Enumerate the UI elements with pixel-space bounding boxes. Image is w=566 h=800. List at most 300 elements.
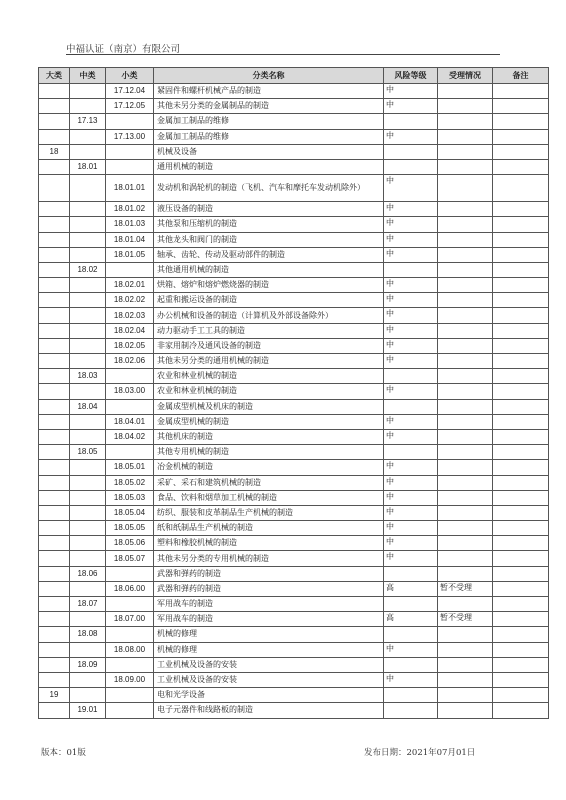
- cell-risk-level: 中: [384, 521, 438, 536]
- cell-category-name: 其他机床的制造: [154, 429, 384, 444]
- cell-major-code: [39, 445, 70, 460]
- cell-minor-code: [106, 159, 154, 174]
- cell-note: [493, 232, 549, 247]
- table-row: [39, 354, 549, 369]
- footer-version: 版本：01版: [41, 748, 86, 758]
- table-row: [39, 612, 549, 627]
- col-header-name: 分类名称: [154, 68, 384, 84]
- table-row: [39, 703, 549, 718]
- cell-note: [493, 551, 549, 566]
- table-row: [39, 369, 549, 384]
- cell-risk-level: 中: [384, 429, 438, 444]
- cell-note: [493, 308, 549, 323]
- cell-category-name: 采矿、采石和建筑机械的制造: [154, 475, 384, 490]
- table-row: [39, 262, 549, 277]
- cell-acceptance: 暂不受理: [438, 612, 493, 627]
- cell-minor-code: 17.12.05: [106, 99, 154, 114]
- cell-risk-level: 中: [384, 99, 438, 114]
- cell-minor-code: 18.05.04: [106, 505, 154, 520]
- table-row: [39, 414, 549, 429]
- cell-category-name: 食品、饮料和烟草加工机械的制造: [154, 490, 384, 505]
- cell-category-name: 武器和弹药的制造: [154, 566, 384, 581]
- cell-major-code: [39, 581, 70, 596]
- cell-category-name: 塑料和橡胶机械的制造: [154, 536, 384, 551]
- cell-minor-code: 17.13.00: [106, 129, 154, 144]
- cell-acceptance: [438, 460, 493, 475]
- cell-note: [493, 672, 549, 687]
- cell-minor-code: 18.02.04: [106, 323, 154, 338]
- cell-acceptance: [438, 551, 493, 566]
- cell-major-code: [39, 293, 70, 308]
- cell-acceptance: [438, 445, 493, 460]
- cell-note: [493, 688, 549, 703]
- cell-mid-code: [70, 247, 106, 262]
- cell-acceptance: [438, 202, 493, 217]
- col-header-minor: 小类: [106, 68, 154, 84]
- cell-category-name: 农业和林业机械的制造: [154, 369, 384, 384]
- cell-major-code: [39, 672, 70, 687]
- classification-table: [38, 67, 549, 719]
- cell-mid-code: [70, 84, 106, 99]
- cell-category-name: 发动机和涡轮机的制造（飞机、汽车和摩托车发动机除外）: [154, 175, 384, 202]
- cell-risk-level: 中: [384, 354, 438, 369]
- cell-note: [493, 536, 549, 551]
- cell-risk-level: 中: [384, 247, 438, 262]
- cell-note: [493, 642, 549, 657]
- cell-category-name: 其他专用机械的制造: [154, 445, 384, 460]
- cell-risk-level: 中: [384, 129, 438, 144]
- cell-category-name: 金属加工制品的维修: [154, 114, 384, 129]
- cell-risk-level: 高: [384, 612, 438, 627]
- cell-minor-code: 18.04.02: [106, 429, 154, 444]
- cell-risk-level: [384, 262, 438, 277]
- cell-minor-code: [106, 566, 154, 581]
- cell-note: [493, 114, 549, 129]
- cell-acceptance: [438, 490, 493, 505]
- cell-risk-level: [384, 114, 438, 129]
- cell-note: [493, 399, 549, 414]
- table-row: [39, 217, 549, 232]
- cell-minor-code: [106, 597, 154, 612]
- cell-category-name: 机械的修理: [154, 642, 384, 657]
- cell-category-name: 工业机械及设备的安装: [154, 672, 384, 687]
- cell-acceptance: [438, 369, 493, 384]
- cell-mid-code: [70, 323, 106, 338]
- table-row: [39, 323, 549, 338]
- cell-acceptance: [438, 521, 493, 536]
- table-row: [39, 159, 549, 174]
- cell-minor-code: [106, 399, 154, 414]
- cell-mid-code: [70, 642, 106, 657]
- table-row: [39, 490, 549, 505]
- header-divider: [66, 54, 500, 55]
- cell-risk-level: 中: [384, 338, 438, 353]
- table-row: [39, 129, 549, 144]
- cell-major-code: [39, 536, 70, 551]
- cell-minor-code: 18.01.04: [106, 232, 154, 247]
- cell-minor-code: [106, 627, 154, 642]
- cell-acceptance: [438, 99, 493, 114]
- cell-note: [493, 262, 549, 277]
- cell-risk-level: [384, 399, 438, 414]
- cell-risk-level: 中: [384, 175, 438, 202]
- cell-minor-code: [106, 369, 154, 384]
- table-row: [39, 84, 549, 99]
- cell-major-code: 19: [39, 688, 70, 703]
- cell-mid-code: [70, 475, 106, 490]
- cell-minor-code: 18.01.05: [106, 247, 154, 262]
- cell-major-code: [39, 217, 70, 232]
- cell-minor-code: 18.08.00: [106, 642, 154, 657]
- cell-risk-level: 中: [384, 672, 438, 687]
- cell-major-code: [39, 384, 70, 399]
- cell-acceptance: [438, 657, 493, 672]
- cell-major-code: [39, 84, 70, 99]
- cell-minor-code: 18.01.01: [106, 175, 154, 202]
- cell-acceptance: [438, 247, 493, 262]
- cell-mid-code: [70, 536, 106, 551]
- cell-note: [493, 414, 549, 429]
- col-header-mid: 中类: [70, 68, 106, 84]
- table-row: [39, 475, 549, 490]
- cell-minor-code: [106, 144, 154, 159]
- cell-mid-code: [70, 551, 106, 566]
- table-row: [39, 672, 549, 687]
- cell-major-code: [39, 566, 70, 581]
- footer-date: 发布日期：2021年07月01日: [364, 748, 476, 758]
- cell-risk-level: 中: [384, 217, 438, 232]
- cell-category-name: 紧固件和螺杆机械产品的制造: [154, 84, 384, 99]
- cell-note: [493, 293, 549, 308]
- cell-major-code: [39, 521, 70, 536]
- cell-minor-code: 18.07.00: [106, 612, 154, 627]
- cell-major-code: [39, 232, 70, 247]
- cell-mid-code: [70, 672, 106, 687]
- cell-risk-level: [384, 627, 438, 642]
- cell-acceptance: [438, 536, 493, 551]
- cell-risk-level: 中: [384, 551, 438, 566]
- cell-risk-level: [384, 369, 438, 384]
- cell-minor-code: 17.12.04: [106, 84, 154, 99]
- cell-mid-code: 18.09: [70, 657, 106, 672]
- cell-risk-level: 中: [384, 460, 438, 475]
- cell-category-name: 机械的修理: [154, 627, 384, 642]
- table-row: [39, 445, 549, 460]
- cell-note: [493, 657, 549, 672]
- cell-minor-code: [106, 445, 154, 460]
- cell-note: [493, 490, 549, 505]
- cell-category-name: 动力驱动手工工具的制造: [154, 323, 384, 338]
- cell-acceptance: [438, 262, 493, 277]
- cell-mid-code: [70, 354, 106, 369]
- cell-acceptance: [438, 338, 493, 353]
- cell-minor-code: [106, 688, 154, 703]
- cell-mid-code: 18.05: [70, 445, 106, 460]
- table-row: [39, 536, 549, 551]
- cell-category-name: 纺织、服装和皮革制品生产机械的制造: [154, 505, 384, 520]
- cell-risk-level: [384, 159, 438, 174]
- cell-risk-level: [384, 597, 438, 612]
- cell-note: [493, 247, 549, 262]
- cell-mid-code: [70, 414, 106, 429]
- cell-note: [493, 429, 549, 444]
- cell-category-name: 其他通用机械的制造: [154, 262, 384, 277]
- cell-major-code: [39, 308, 70, 323]
- cell-minor-code: 18.02.05: [106, 338, 154, 353]
- cell-mid-code: [70, 505, 106, 520]
- table-row: [39, 581, 549, 596]
- cell-acceptance: 暂不受理: [438, 581, 493, 596]
- table-row: [39, 99, 549, 114]
- table-header-row: [39, 68, 549, 84]
- cell-mid-code: [70, 688, 106, 703]
- table-row: [39, 278, 549, 293]
- cell-major-code: [39, 175, 70, 202]
- cell-note: [493, 445, 549, 460]
- cell-acceptance: [438, 597, 493, 612]
- table-row: [39, 657, 549, 672]
- cell-minor-code: 18.05.03: [106, 490, 154, 505]
- cell-major-code: [39, 159, 70, 174]
- table-row: [39, 551, 549, 566]
- cell-note: [493, 597, 549, 612]
- cell-risk-level: [384, 445, 438, 460]
- table-row: [39, 460, 549, 475]
- cell-minor-code: 18.04.01: [106, 414, 154, 429]
- cell-acceptance: [438, 414, 493, 429]
- table-row: [39, 308, 549, 323]
- cell-acceptance: [438, 159, 493, 174]
- table-row: [39, 521, 549, 536]
- cell-mid-code: [70, 612, 106, 627]
- cell-mid-code: [70, 129, 106, 144]
- cell-major-code: [39, 202, 70, 217]
- cell-minor-code: 18.01.03: [106, 217, 154, 232]
- cell-minor-code: [106, 657, 154, 672]
- cell-mid-code: 18.01: [70, 159, 106, 174]
- col-header-accept: 受理情况: [438, 68, 493, 84]
- table-row: [39, 627, 549, 642]
- cell-mid-code: 18.06: [70, 566, 106, 581]
- cell-note: [493, 581, 549, 596]
- cell-acceptance: [438, 703, 493, 718]
- cell-risk-level: 中: [384, 490, 438, 505]
- cell-minor-code: 18.05.02: [106, 475, 154, 490]
- table-row: [39, 144, 549, 159]
- cell-category-name: 军用战车的制造: [154, 597, 384, 612]
- cell-acceptance: [438, 114, 493, 129]
- cell-category-name: 电子元器件和线路板的制造: [154, 703, 384, 718]
- cell-acceptance: [438, 505, 493, 520]
- cell-major-code: [39, 551, 70, 566]
- cell-risk-level: 中: [384, 475, 438, 490]
- cell-note: [493, 217, 549, 232]
- cell-category-name: 电和光学设备: [154, 688, 384, 703]
- cell-acceptance: [438, 129, 493, 144]
- cell-note: [493, 566, 549, 581]
- cell-mid-code: 18.03: [70, 369, 106, 384]
- cell-mid-code: 17.13: [70, 114, 106, 129]
- cell-major-code: [39, 354, 70, 369]
- cell-note: [493, 369, 549, 384]
- cell-acceptance: [438, 175, 493, 202]
- cell-category-name: 军用战车的制造: [154, 612, 384, 627]
- table-row: [39, 114, 549, 129]
- cell-category-name: 武器和弹药的制造: [154, 581, 384, 596]
- cell-note: [493, 129, 549, 144]
- table-row: [39, 338, 549, 353]
- cell-category-name: 其他泵和压缩机的制造: [154, 217, 384, 232]
- cell-note: [493, 354, 549, 369]
- cell-note: [493, 144, 549, 159]
- cell-minor-code: [106, 114, 154, 129]
- cell-major-code: [39, 597, 70, 612]
- cell-major-code: [39, 657, 70, 672]
- table-row: [39, 505, 549, 520]
- cell-major-code: [39, 338, 70, 353]
- cell-risk-level: [384, 688, 438, 703]
- cell-risk-level: 中: [384, 536, 438, 551]
- table-row: [39, 232, 549, 247]
- cell-acceptance: [438, 232, 493, 247]
- cell-category-name: 冶金机械的制造: [154, 460, 384, 475]
- cell-acceptance: [438, 429, 493, 444]
- cell-minor-code: 18.02.01: [106, 278, 154, 293]
- cell-acceptance: [438, 566, 493, 581]
- cell-mid-code: [70, 521, 106, 536]
- cell-mid-code: [70, 293, 106, 308]
- cell-note: [493, 202, 549, 217]
- cell-major-code: [39, 262, 70, 277]
- cell-mid-code: [70, 175, 106, 202]
- cell-category-name: 农业和林业机械的制造: [154, 384, 384, 399]
- table-row: [39, 429, 549, 444]
- cell-category-name: 工业机械及设备的安装: [154, 657, 384, 672]
- cell-risk-level: 中: [384, 293, 438, 308]
- cell-risk-level: [384, 703, 438, 718]
- cell-acceptance: [438, 672, 493, 687]
- cell-note: [493, 175, 549, 202]
- cell-note: [493, 159, 549, 174]
- table-row: [39, 566, 549, 581]
- cell-note: [493, 703, 549, 718]
- cell-risk-level: 中: [384, 278, 438, 293]
- cell-major-code: [39, 414, 70, 429]
- table-body: [39, 84, 549, 719]
- cell-major-code: [39, 99, 70, 114]
- cell-note: [493, 323, 549, 338]
- table-row: [39, 247, 549, 262]
- cell-major-code: 18: [39, 144, 70, 159]
- cell-risk-level: 高: [384, 581, 438, 596]
- cell-mid-code: [70, 490, 106, 505]
- col-header-risk: 风险等级: [384, 68, 438, 84]
- cell-minor-code: 18.02.02: [106, 293, 154, 308]
- cell-note: [493, 505, 549, 520]
- cell-risk-level: 中: [384, 384, 438, 399]
- cell-acceptance: [438, 278, 493, 293]
- cell-category-name: 其他未另分类的专用机械的制造: [154, 551, 384, 566]
- cell-category-name: 金属成型机械的制造: [154, 414, 384, 429]
- cell-major-code: [39, 505, 70, 520]
- cell-acceptance: [438, 399, 493, 414]
- cell-major-code: [39, 114, 70, 129]
- cell-acceptance: [438, 293, 493, 308]
- cell-category-name: 通用机械的制造: [154, 159, 384, 174]
- cell-mid-code: [70, 232, 106, 247]
- cell-category-name: 非家用制冷及通风设备的制造: [154, 338, 384, 353]
- cell-mid-code: [70, 581, 106, 596]
- cell-note: [493, 475, 549, 490]
- cell-mid-code: [70, 278, 106, 293]
- table-row: [39, 384, 549, 399]
- company-header: 中福认证（南京）有限公司: [66, 44, 181, 55]
- cell-major-code: [39, 369, 70, 384]
- cell-category-name: 烘箱、熔炉和熔炉燃烧器的制造: [154, 278, 384, 293]
- cell-note: [493, 99, 549, 114]
- cell-category-name: 金属成型机械及机床的制造: [154, 399, 384, 414]
- cell-risk-level: 中: [384, 323, 438, 338]
- cell-mid-code: [70, 144, 106, 159]
- table-row: [39, 597, 549, 612]
- cell-note: [493, 521, 549, 536]
- cell-mid-code: 19.01: [70, 703, 106, 718]
- cell-minor-code: 18.05.06: [106, 536, 154, 551]
- cell-mid-code: 18.02: [70, 262, 106, 277]
- cell-category-name: 其他未另分类的通用机械的制造: [154, 354, 384, 369]
- cell-risk-level: [384, 566, 438, 581]
- cell-risk-level: 中: [384, 414, 438, 429]
- cell-note: [493, 84, 549, 99]
- table-row: [39, 202, 549, 217]
- cell-acceptance: [438, 323, 493, 338]
- col-header-note: 备注: [493, 68, 549, 84]
- cell-minor-code: 18.09.00: [106, 672, 154, 687]
- cell-major-code: [39, 129, 70, 144]
- cell-mid-code: [70, 202, 106, 217]
- cell-acceptance: [438, 84, 493, 99]
- cell-major-code: [39, 627, 70, 642]
- cell-category-name: 其他未另分类的金属制品的制造: [154, 99, 384, 114]
- cell-acceptance: [438, 354, 493, 369]
- cell-note: [493, 460, 549, 475]
- cell-risk-level: 中: [384, 232, 438, 247]
- cell-major-code: [39, 429, 70, 444]
- cell-risk-level: 中: [384, 84, 438, 99]
- cell-acceptance: [438, 475, 493, 490]
- cell-acceptance: [438, 384, 493, 399]
- cell-mid-code: [70, 384, 106, 399]
- cell-major-code: [39, 612, 70, 627]
- cell-risk-level: 中: [384, 505, 438, 520]
- cell-acceptance: [438, 642, 493, 657]
- table-row: [39, 293, 549, 308]
- cell-mid-code: [70, 99, 106, 114]
- cell-mid-code: 18.04: [70, 399, 106, 414]
- cell-acceptance: [438, 688, 493, 703]
- cell-major-code: [39, 475, 70, 490]
- col-header-major: 大类: [39, 68, 70, 84]
- table-row: [39, 175, 549, 202]
- cell-minor-code: 18.05.05: [106, 521, 154, 536]
- cell-acceptance: [438, 217, 493, 232]
- cell-mid-code: [70, 217, 106, 232]
- cell-risk-level: 中: [384, 642, 438, 657]
- cell-note: [493, 278, 549, 293]
- cell-note: [493, 627, 549, 642]
- cell-mid-code: [70, 429, 106, 444]
- cell-mid-code: 18.08: [70, 627, 106, 642]
